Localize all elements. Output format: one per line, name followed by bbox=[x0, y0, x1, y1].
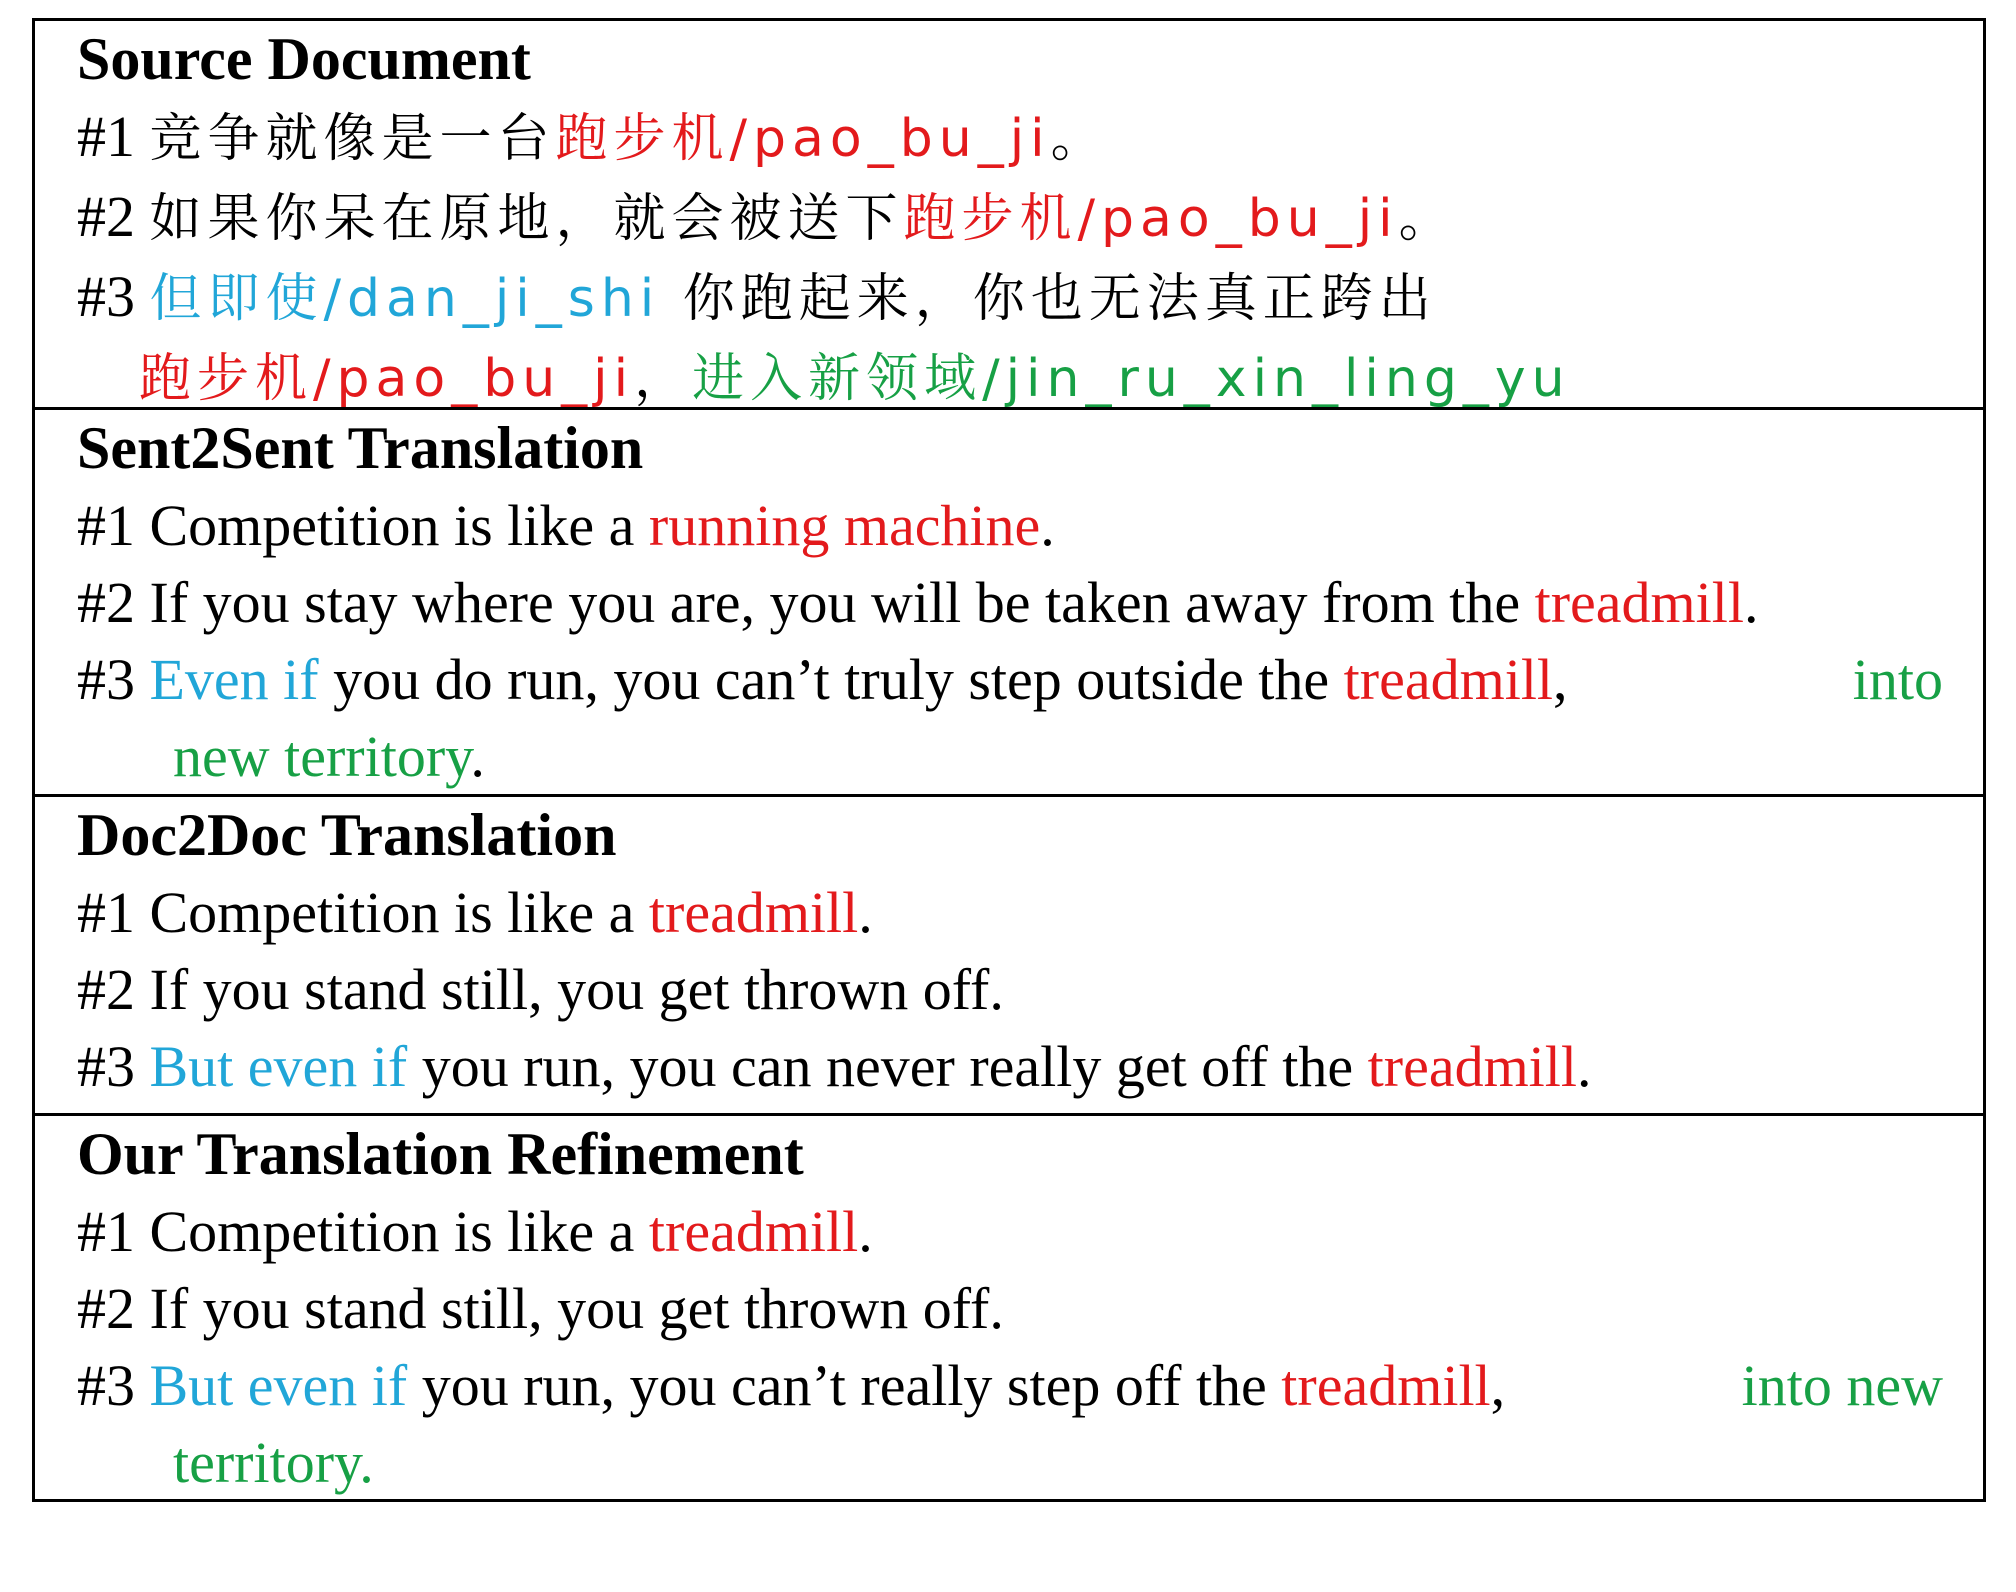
doc2doc-sentence-1 bbox=[77, 874, 1943, 951]
sent2sent-sentence-3-continued bbox=[77, 718, 1943, 795]
translation-text: If you stand still, you get thrown off. bbox=[149, 957, 1004, 1022]
sentence-number: #1 bbox=[77, 493, 150, 558]
sentence-number: #1 bbox=[77, 104, 150, 169]
punctuation: . bbox=[858, 1199, 873, 1264]
punctuation: ， bbox=[634, 349, 693, 409]
punctuation: . bbox=[1743, 570, 1759, 635]
source-document-heading: Source Document bbox=[77, 26, 531, 92]
translation-text: If you stand still, you get thrown off. bbox=[149, 1276, 1004, 1341]
sentence-number-and-text bbox=[77, 1347, 1520, 1424]
doc2doc-sentence-3 bbox=[77, 1028, 1943, 1105]
punctuation: , bbox=[1553, 647, 1597, 712]
sentence-number-and-text bbox=[77, 641, 1597, 718]
our-refinement-heading: Our Translation Refinement bbox=[77, 1121, 804, 1187]
ours-sentence-1 bbox=[77, 1193, 1943, 1270]
sent2sent-sentence-1 bbox=[77, 487, 1943, 564]
sentence-number: #3 bbox=[77, 264, 150, 329]
sentence-number: #2 bbox=[77, 957, 150, 1022]
sentence-number: #2 bbox=[77, 184, 150, 249]
ours-sentence-2 bbox=[77, 1270, 1943, 1347]
sentence-number: #3 bbox=[77, 1034, 150, 1099]
doc2doc-sentence-2 bbox=[77, 951, 1943, 1028]
term-treadmill: running machine bbox=[648, 493, 1041, 558]
term-even-if: Even if bbox=[149, 647, 319, 712]
source-sentence-3-continued bbox=[77, 338, 1943, 418]
comparison-table bbox=[32, 18, 1986, 1502]
punctuation: . bbox=[1577, 1034, 1592, 1099]
term-but-even-if: But even if bbox=[149, 1034, 408, 1099]
term-treadmill: treadmill bbox=[648, 1199, 859, 1264]
term-treadmill: treadmill bbox=[1281, 1353, 1491, 1418]
term-into: into bbox=[1852, 647, 1943, 712]
sentence-number: #3 bbox=[77, 1353, 150, 1418]
sentence-number: #1 bbox=[77, 1199, 150, 1264]
sentence-number: #2 bbox=[77, 570, 150, 635]
term-new-territory-source: 进入新领域/jin_ru_xin_ling_yu bbox=[692, 349, 1571, 409]
our-refinement-section bbox=[35, 1113, 1983, 1499]
punctuation: . bbox=[1040, 493, 1055, 558]
source-text: 你跑起来，你也无法真正跨出 bbox=[660, 269, 1437, 329]
term-treadmill-source: 跑步机/pao_bu_ji bbox=[139, 349, 635, 409]
source-sentence-1 bbox=[77, 98, 1943, 178]
sent2sent-section bbox=[35, 407, 1983, 794]
translation-text: Competition is like a bbox=[149, 880, 649, 945]
sentence-number: #2 bbox=[77, 1276, 150, 1341]
term-treadmill-source: 跑步机/pao_bu_ji bbox=[903, 189, 1399, 249]
punctuation: 。 bbox=[1398, 189, 1457, 249]
ours-sentence-3 bbox=[77, 1347, 1943, 1424]
doc2doc-heading: Doc2Doc Translation bbox=[77, 802, 617, 868]
source-sentence-3 bbox=[77, 258, 1943, 338]
term-treadmill: treadmill bbox=[1367, 1034, 1578, 1099]
sentence-number: #1 bbox=[77, 880, 150, 945]
sent2sent-sentence-2 bbox=[77, 564, 1943, 641]
translation-text: you run, you can never really get off the bbox=[407, 1034, 1368, 1099]
term-treadmill: treadmill bbox=[1343, 647, 1554, 712]
translation-text: Competition is like a bbox=[149, 1199, 649, 1264]
term-into-new: into new bbox=[1741, 1353, 1943, 1418]
punctuation: . bbox=[470, 724, 485, 789]
source-document-section bbox=[35, 21, 1983, 407]
sentence-number: #3 bbox=[77, 647, 150, 712]
punctuation: 。 bbox=[1050, 109, 1109, 169]
sent2sent-sentence-3 bbox=[77, 641, 1943, 718]
term-treadmill: treadmill bbox=[648, 880, 859, 945]
source-text: 如果你呆在原地，就会被送下 bbox=[149, 189, 904, 249]
translation-text: If you stay where you are, you will be taken away from the bbox=[149, 570, 1535, 635]
punctuation: . bbox=[858, 880, 873, 945]
punctuation: , bbox=[1490, 1353, 1520, 1418]
doc2doc-section bbox=[35, 794, 1983, 1113]
sent2sent-heading: Sent2Sent Translation bbox=[77, 415, 644, 481]
ours-sentence-3-continued bbox=[77, 1424, 1943, 1501]
source-text: 竞争就像是一台 bbox=[149, 109, 556, 169]
term-but-even-if: But even if bbox=[149, 1353, 408, 1418]
term-treadmill: treadmill bbox=[1534, 570, 1744, 635]
term-treadmill-source: 跑步机/pao_bu_ji bbox=[555, 109, 1051, 169]
translation-text: you do run, you can’t truly step outside the bbox=[318, 647, 1344, 712]
term-territory: territory. bbox=[173, 1430, 374, 1495]
term-but-even-if-source: 但即使/dan_ji_shi bbox=[149, 269, 661, 329]
source-sentence-2 bbox=[77, 178, 1943, 258]
translation-text: you run, you can’t really step off the bbox=[407, 1353, 1282, 1418]
term-new-territory: new territory bbox=[173, 724, 471, 789]
translation-text: Competition is like a bbox=[149, 493, 649, 558]
